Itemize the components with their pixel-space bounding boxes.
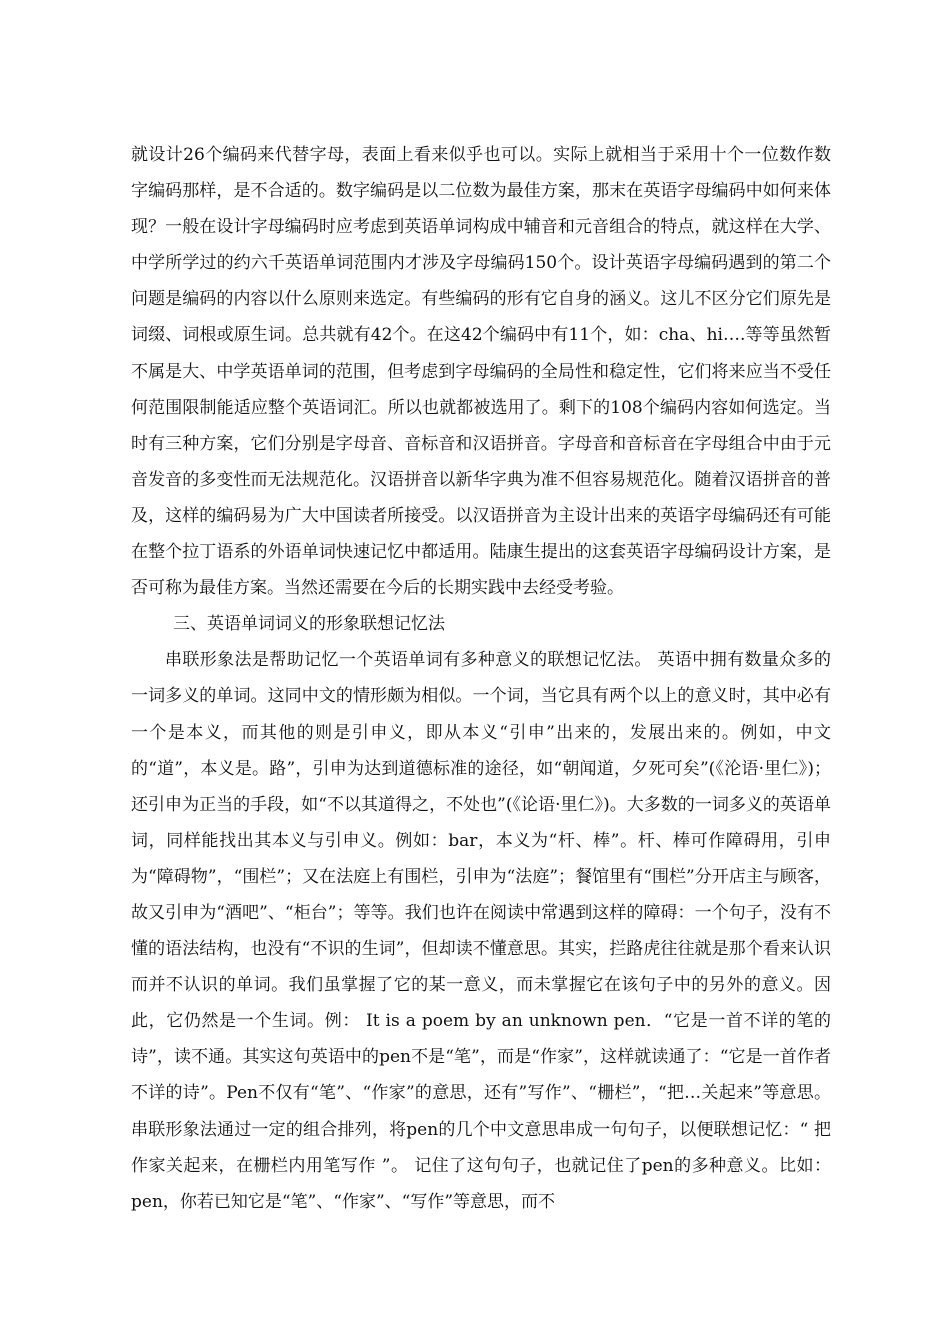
paragraph-encoding-design: 就设计26个编码来代替字母，表面上看来似乎也可以。实际上就相当于采用十个一位数作数字编码那样，是不合适的。数字编码是以二位数为最佳方案，那末在英语字母编码中如何来体现？一般在设计字母编码时应考虑到英语单词构成中辅音和元音组合的特点，就这样在大学、中学所学过的约六千英语单词范围内才涉及字母编码150个。设计英语字母编码遇到的第二个问题是编码的内容以什么原则来选定。有些编码的形有它自身的涵义。这儿不区分它们原先是词缀、词根或原生词。总共就有42个。在这42个编码中有11个，如：cha、hi….等等虽然暂不属是大、中学英语单词的范围，但考虑到字母编码的全局性和稳定性，它们将来应当不受任何范围限制能适应整个英语词汇。所以也就都被选用了。剩下的108个编码内容如何选定。当时有三种方案，它们分别是字母音、音标音和汉语拼音。字母音和音标音在字母组合中由于元音发音的多变性而无法规范化。汉语拼音以新华字典为准不但容易规范化。随着汉语拼音的普及，这样的编码易为广大中国读者所接受。以汉语拼音为主设计出来的英语字母编码还有可能在整个拉丁语系的外语单词快速记忆中都适用。陆康生提出的这套英语字母编码设计方案，是否可称为最佳方案。当然还需要在今后的长期实践中去经受考验。 bbox=[131, 145, 831, 599]
document-body bbox=[131, 137, 831, 1220]
paragraph-serial-image-method: 串联形象法是帮助记忆一个英语单词有多种意义的联想记忆法。 英语中拥有数量众多的一词多义的单词。这同中文的情形颇为相似。一个词，当它具有两个以上的意义时，其中必有一个是本义，而其他的则是引申义，即从本义“引申”出来的，发展出来的。例如，中文的“道”，本义是。路”，引申为达到道德标准的途径，如“朝闻道，夕死可矣”(《沦语·里仁》)；还引申为正当的手段，如“不以其道得之，不处也”(《论语·里仁》)。大多数的一词多义的英语单词，同样能找出其本义与引申义。例如：bar，本义为“杆、棒”。杆、棒可作障碍用，引申为“障碍物”，“围栏”；又在法庭上有围栏，引申为“法庭”；餐馆里有“围栏”分开店主与顾客，故又引申为“酒吧”、“柜台”；等等。我们也许在阅读中常遇到这样的障碍：一个句子，没有不懂的语法结构，也没有“不识的生词”，但却读不懂意思。其实，拦路虎往往就是那个看来认识而并不认识的单词。我们虽掌握了它的某一意义，而未掌握它在该句子中的另外的意义。因此，它仍然是一个生词。例： It is a poem by an unknown pen．“它是一首不详的笔的诗”，读不通。其实这句英语中的pen不是“笔”，而是“作家”，这样就读通了：“它是一首作者不详的诗”。Pen不仅有“笔”、“作家”的意思，还有”写作”、“栅栏”，“把…关起来”等意思。串联形象法通过一定的组合排列，将pen的几个中文意思串成一句句子，以便联想记忆：“ 把作家关起来，在栅栏内用笔写作 ”。 记住了这句句子，也就记住了pen的多种意义。比如：pen，你若已知它是“笔”、“作家”、“写作”等意思，而不 bbox=[131, 650, 831, 1212]
section-heading: 三、英语单词词义的形象联想记忆法 bbox=[173, 614, 445, 635]
